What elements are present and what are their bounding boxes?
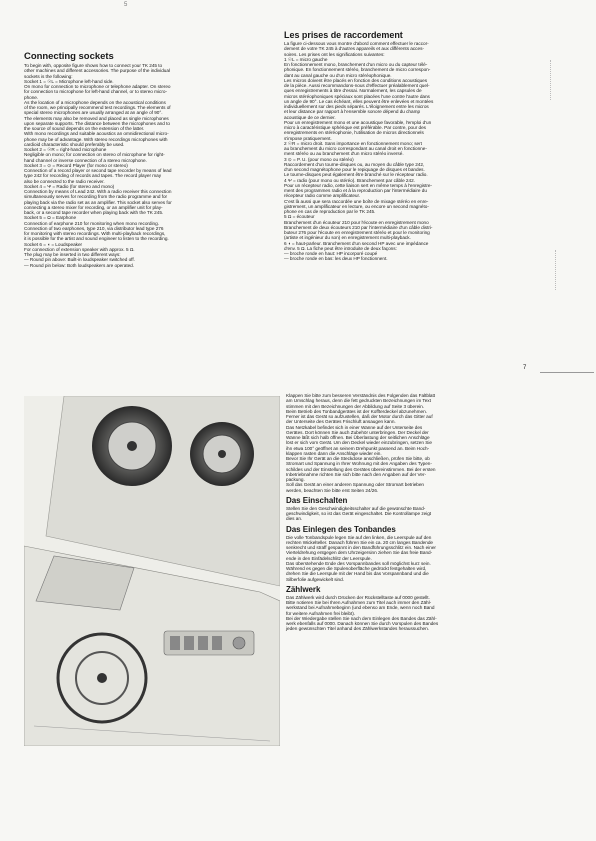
english-text-line: The plug may be inserted in two different ways: <box>24 252 121 257</box>
french-text-line: acoustique de ce dernier. <box>284 114 336 120</box>
english-text-line: phone may be of advantage. With stereo recordings microphones with <box>24 136 168 142</box>
french-text-line: ment des programmes radio et à la reproduction par l'intermédiaire du <box>284 188 427 193</box>
german-text-line: jeden gewünschten Titel anhand des Zählwerkstandes heraussuchen. <box>286 626 429 632</box>
french-text-line: 3 ⊙ = P. U. (pour mono ou stéréo) <box>284 156 354 162</box>
english-text-line: Socket 4 = Ψ = Radio (for stereo and mono) <box>24 183 115 189</box>
english-text-line: of the room, we principally recommend test recordings. The elements of <box>24 105 171 110</box>
german-text-line: Wanne läßt sich halb öffnen. Bei Überlastung der seitlichen Anschläge <box>286 435 430 440</box>
french-text-line: 1 ☉L = micro gauche <box>284 56 328 62</box>
german-text-line: Bitte notieren Sie bei Ihren Aufnahmen zum Titel auch immer den Zähl- <box>286 600 432 605</box>
english-text-line: Socket 5 = Ω = Earphone <box>24 215 77 221</box>
english-text-line: playing back via the radio set as an amplifier. This socket also serves for <box>24 199 172 205</box>
french-section <box>284 30 536 262</box>
french-body <box>284 41 536 262</box>
german-text-line: Das überstehende Ende des Vorspannbandes soll möglichst kurz sein. <box>286 560 431 566</box>
german-text-line: klappen rasten dann die Anschläge wieder ein. <box>286 450 382 456</box>
english-text-line: for connection to microphone for left-hand channel, or to stereo micro- <box>24 89 167 95</box>
french-text-line: Raccordement d'un tourne-disques ou, au moyen du câble type 242, <box>284 161 425 167</box>
einlegen-body <box>286 535 526 582</box>
german-text-line: schildes und der Einstellung des Gerätes übereinstimmen. Bei der ersten <box>286 466 436 472</box>
english-heading: Connecting sockets <box>24 51 114 62</box>
english-text-line: Socket 3 = ⊙ = Record Player (for mono or stereo) <box>24 162 128 168</box>
french-text-line: Branchement d'un écouteur 210 pour l'écoute en enregistrement mono <box>284 219 429 225</box>
german-text-line: löst er sich vom Gerät. Um den Deckel wieder einzubringen, setzen Sie <box>286 440 432 446</box>
german-text-line: ihn etwa 100° geöffnet an seinem Drehpunkt passend an. Beim Hoch- <box>286 445 430 451</box>
tape-recorder-illustration <box>24 396 280 746</box>
french-text-line: 6 ◖ = haut-parleur. Branchement d'un second HP avec une impédance <box>284 240 429 246</box>
german-text-line: Beim Betrieb des Tonbandgerätes ist der Koffterdeckel abzunehmen. <box>286 408 427 414</box>
german-text-line: Bei der Wiedergabe stellen Sie nach dem Einlegen des Bandes das Zähl- <box>286 615 437 621</box>
english-text-line: other machines and different accessories. The purpose of the individual <box>24 68 170 74</box>
french-text-line: buteur 276 pour l'écoute en enregistrement stéréo et pour le monitoring <box>284 230 430 235</box>
control-key <box>212 636 222 650</box>
corner-mark: 5 <box>124 2 128 8</box>
english-text-line: for monitoring with stereo recordings. With multi-playback recordings, <box>24 231 166 236</box>
french-text-line: micros stéréophoniques spéciaux sont placées l'une contre l'autre dans <box>284 93 430 99</box>
german-text-line: Während es gegen die Spulenoberfläche gedrückt festgehalten wird, <box>286 566 427 571</box>
french-text-line: En fonctionnement mono, branchement d'un micro ou du capteur télé- <box>284 62 428 67</box>
einschalten-body <box>286 506 526 522</box>
english-text-line: cardioid characteristic should preferably be used. <box>24 141 125 147</box>
french-text-line: d'un second magnétophone pour le repiquage de disques et bandes. <box>284 167 425 172</box>
french-text-line: gistrement, un amplificateur en lecture, ou encore un second magnéto- <box>284 203 429 209</box>
german-text-line: werden, beachten Sie bitte erst Seiten 24/26. <box>286 487 379 493</box>
german-text-line: Soll das Gerät an einer anderen Spannung oder Stromart betrieben <box>286 482 425 488</box>
english-text-line: Connection by means of Lead 242. With a radio receiver this connection <box>24 189 172 194</box>
french-text-line: Branchement de deux écouteurs 210 par l'intermédiaire d'un câble distri- <box>284 224 433 230</box>
german-text-line: Bevor Sie Ihr Gerät an die Steckdose anschließen, prüfen Sie bitte, ob <box>286 456 430 461</box>
french-text-line: un angle de 90°. Le cas échéant, elles peuvent être enlevées et montées <box>284 98 434 104</box>
french-text-line: 5 Ω = écouteur <box>284 214 315 220</box>
german-text-line: Das Zählwerk wird durch Drücken der Rückstelltaste auf 0000 gestellt. <box>286 594 430 600</box>
english-text-line: — Round pin above: Built-in loudspeaker switched off. <box>24 257 135 263</box>
english-text-line: As the location of a microphone depends on the acoustical conditions <box>24 99 166 105</box>
french-text-line: au branchement du micro correspondant au canal droit en fonctionne- <box>284 146 427 151</box>
control-key <box>198 636 208 650</box>
english-text-line: Socket 2 = ☉R = right-hand microphone <box>24 147 107 152</box>
french-text-line: d'env. 5 Ω. La fiche peut être introduite de deux façons: <box>284 245 397 251</box>
english-text-line: hand channel or inverse connection of a stereo microphone. <box>24 157 147 163</box>
english-text-line: simultaneously serves for recording from the radio programme and for <box>24 194 168 200</box>
german-text-line: geschwindigkeit, so ist das Gerät eingeschaltet. Die Kontrollampe zeigt <box>286 511 432 516</box>
english-text-line: Socket 1 = ☉L = Microphone left-hand side. <box>24 78 114 84</box>
french-text-line: phonique. En fonctionnement stéréo, branchement de micro correspon- <box>284 67 431 73</box>
einschalten-heading: Das Einschalten <box>286 495 348 505</box>
german-text-line: werk ebenfalls auf 0000. Danach können Sie durch Vorspulen des Bandes <box>286 621 439 626</box>
margin-tick <box>550 60 551 100</box>
page-number: 7 <box>523 365 527 371</box>
french-text-line: ques enregistrements à titre d'essai. Normalement, les capsules de <box>284 88 422 94</box>
german-text-line: Vierteldrehung entgegen dem Uhrzeigersinn ziehen Sie das freie Band- <box>286 550 433 556</box>
french-text-line: La figure ci-dessous vous montre d'abord comment effectuer le raccor- <box>284 41 429 46</box>
german-text-line: senkrecht und straff gespannt in den Bandführungsschlitz ein. Nach einer <box>286 545 436 550</box>
french-text-line: — broche ronde en bas: les deux HP fonctionnent. <box>284 256 388 262</box>
english-text-line: The elements may also be removed and placed as single microphones <box>24 115 169 121</box>
english-text-line: For connection of extension speaker with approx. 5 Ω. <box>24 246 135 252</box>
english-text-line: — Round pin below: Both loudspeakers are operated. <box>24 262 135 268</box>
french-text-line: et leur distance par rapport à l'ensemble sonore dépend du champ <box>284 109 421 115</box>
english-text-line: type 242 for recording of records and tapes. The record player may <box>24 173 162 179</box>
french-text-line: phone en cas de reproduction par le TK 245. <box>284 209 376 214</box>
control-key <box>170 636 180 650</box>
english-text-line: With mono recordings and suitable acoustics an omnidirectional micro- <box>24 131 169 137</box>
english-text-line: phone. <box>24 94 39 100</box>
german-text-line: Ferner ist das Gerät so aufzustellen, daß der Motor durch das Gitter auf <box>286 414 433 419</box>
german-text-line: drehen Sie die Leerspule mit der Hand bis das Vorspannband und die <box>286 571 429 577</box>
french-text-line: C'est là aussi que sera raccordée une boîte de mixage stéréo en enre- <box>284 198 429 204</box>
french-text-line: Pour un enregistrement mono et une acoustique favorable, l'emploi d'un <box>284 119 432 125</box>
french-text-line: Le tourne-disques peut également être branché sur le récepteur radio. <box>284 172 428 178</box>
french-text-line: (artiste et ingénieur du son) en enregistrement multi-playback. <box>284 235 411 241</box>
german-text-line: für weitere Aufnahmen frei bleibt). <box>286 610 356 616</box>
german-text-line: am Umschlag heraus, denn die fett gedruckten Bezeichnungen im Text <box>286 398 431 404</box>
english-text-line: back, or a second tape recorder when playing back with the TK 245. <box>24 210 164 215</box>
french-text-line: 4 Ψ = radio (pour mono ou stéréo). Branchement par câble 242. <box>284 177 415 183</box>
zaehlwerk-heading: Zählwerk <box>286 584 321 594</box>
english-text-line: special stereo microphones are usually arranged at an angle of 90°. <box>24 110 163 116</box>
german-text-line: rechten Wickelteller. Danach führen Sie ein ca. 20 cm langes Bandende <box>286 539 433 545</box>
german-text-line: werkstand bei Aufnahmebeginn (und ebenso am Ende, wenn noch Band <box>286 605 435 611</box>
french-text-line: dement de votre TK 245 à d'autres appareils et aux différents acces- <box>284 46 424 52</box>
german-text-line: Inbetriebnahme richten Sie sich bitte nach den Angaben auf der Ver- <box>286 471 427 477</box>
german-intro <box>286 393 526 493</box>
english-text-line: it is possible for the artist and sound engineer to listen to the recording. <box>24 236 169 242</box>
control-key <box>184 636 194 650</box>
english-text-line: Negligible on mono; for connection on stereo of microphone for right- <box>24 152 165 158</box>
english-text-line: also be connected to the radio receiver. <box>24 178 105 184</box>
english-section <box>24 52 270 268</box>
german-text-line: Gerätes. Dort können Sie auch Zubehör unterbringen. Der Deckel der <box>286 429 429 435</box>
margin-rule <box>540 372 594 373</box>
french-text-line: Les micros doivent être placés en fonction des conditions acoustiques <box>284 77 428 83</box>
german-text-line: der Unterseite des Gerätes Frischluft ansaugen kann. <box>286 419 396 425</box>
german-text-line: Stromart und Spannung in Ihrer Wohnung mit den Angaben des Typen- <box>286 461 432 467</box>
french-text-line: soires. Les prises ont les significations suivantes: <box>284 51 385 57</box>
selector-knob <box>233 637 245 649</box>
english-text-line: sockets is the following: <box>24 73 73 79</box>
french-text-line: — broche ronde en haut: HP incorporé coupé <box>284 251 378 256</box>
german-text-line: Das Netzkabel befindet sich in einer Wanne auf der Unterseite des <box>286 424 423 430</box>
english-text-line: the source of sound depends on the extension of the latter. <box>24 126 145 131</box>
french-text-line: ment stéréo ou au branchement d'un micro stéréo inversé. <box>284 151 404 157</box>
german-text-line: Klappen Sie bitte zum besseren Verständnis des Folgenden das Faltblatt <box>286 393 436 398</box>
german-text-line: Die volle Tonbandspule legen Sie auf den linken, die Leerspule auf den <box>286 534 432 540</box>
german-section <box>286 393 526 632</box>
zaehlwerk-body <box>286 595 526 632</box>
french-text-line: de la pièce. Aussi recommandons-nous d'effectuer préalablement quel- <box>284 83 430 88</box>
french-text-line: récepteur radio comme amplificateur. <box>284 193 361 199</box>
german-text-line: stimmen mit den Bezeichnungen der Abbildung auf Seite 3 überein. <box>286 403 425 409</box>
english-text-line: To begin with, opposite figure shows how to connect your TK 245 to <box>24 63 163 68</box>
english-text-line: On mono for connection to microphone or telephone adapter. On stereo <box>24 84 171 89</box>
tape-recorder-photo <box>24 396 280 746</box>
german-text-line: packung. <box>286 477 305 482</box>
einlegen-heading: Das Einlegen des Tonbandes <box>286 524 396 534</box>
german-text-line: ende in den Einfädelschlitz der Leerspule. <box>286 555 372 561</box>
english-text-line: connecting a stereo mixer for recording, or an amplifier unit for play- <box>24 204 163 210</box>
french-text-line: dant au canal gauche ou d'un micro stéréophonique. <box>284 72 392 78</box>
french-text-line: micro à caractéristique sphérique est préférable. Par contre, pour des <box>284 125 426 130</box>
french-text-line: individuellement sur des pieds séparés. L'éloignement entre les micros <box>284 104 429 109</box>
margin-tick <box>555 250 556 290</box>
french-text-line: enregistrements en stéréophonie, l'utilisation de micros directionnels <box>284 130 424 136</box>
english-text-line: upon separate supports. The distance between the microphones and to <box>24 120 170 126</box>
french-text-line: s'impose pratiquement. <box>284 135 332 141</box>
english-text-line: Connection of two earphones, type 210, via distributor lead type 276 <box>24 225 164 231</box>
english-body <box>24 63 270 268</box>
german-text-line: Stellen Sie den Geschwindigkeitsschalter auf die gewünschte Band- <box>286 505 426 511</box>
english-text-line: Socket 6 = ◖ = Loudspeaker <box>24 241 83 247</box>
german-text-line: dies an. <box>286 516 303 522</box>
french-text-line: 2 ☉R = micro droit. Sans importance en fonctionnement mono; sert <box>284 140 422 146</box>
french-heading: Les prises de raccordement <box>284 30 403 40</box>
english-text-line: Connection of a record player or second tape recorder by means of lead <box>24 168 172 173</box>
french-text-line: Pour un récepteur radio, cette liaison sert en même temps à l'enregistre- <box>284 182 432 188</box>
english-text-line: Connection of earphone 210 for monitoring when mono recording. <box>24 220 159 226</box>
german-text-line: Silberfolie aufgewickelt sind. <box>286 576 344 582</box>
